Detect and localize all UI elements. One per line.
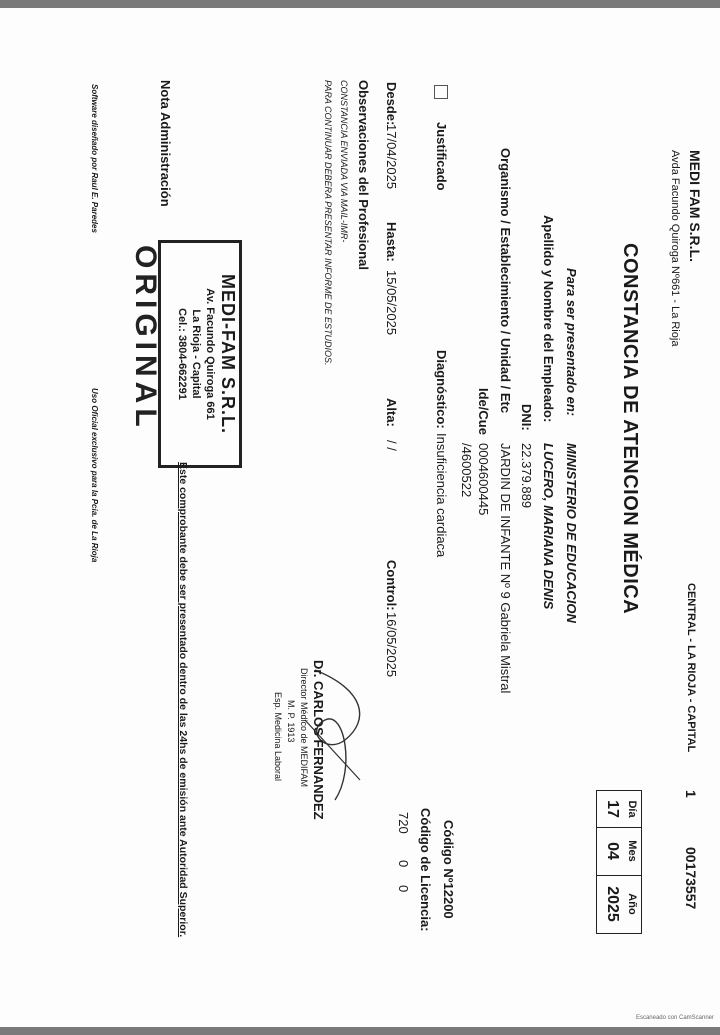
from-value: 17/04/2025 [384,124,399,190]
diagnosis-value: Insuficiencia cardiaca [434,433,449,558]
company-stamp [158,240,242,468]
admin-note-label: Nota Administración [158,80,173,207]
stamp-company: MEDI-FAM S.R.L. [218,274,238,434]
justified-label: Justificado [434,122,449,191]
employee-name-label: Apellido y Nombre del Empleado: [541,215,556,423]
observations-label: Observaciones del Profesional [356,80,371,271]
doctor-license: M. P. 1913 [286,700,296,743]
license-code-1: 720 [396,812,411,834]
central-number: 1 [683,790,699,798]
from-label: Desde: [384,82,399,126]
code-label: Código Nº12200 [441,820,456,919]
diagnosis-label: Diagnóstico: [434,350,449,429]
organization-label: Organismo / Establecimiento / Unidad / Etc [498,148,513,414]
date-year-label: Año [626,893,638,915]
presented-at-value: MINISTERIO DE EDUCACION [564,443,579,623]
observations-line-2: PARA CONTINUAR DEBERA PRESENTAR INFORME DE ESTUDIOS. [323,80,333,366]
presented-at-label: Para ser presentado en: [564,268,579,417]
document-number: 00173557 [683,847,699,910]
justified-checkbox[interactable] [434,85,448,99]
document-title: CONSTANCIA DE ATENCION MÉDICA [619,243,641,615]
ide-cue-label: Ide/Cue [476,388,491,435]
date-day-cell [597,791,641,828]
to-value: 15/05/2025 [384,270,399,336]
observations-line-1: CONSTANCIA ENVIADA VIA MAIL-IMR- [339,80,349,243]
employee-name-value: LUCERO, MARIANA DENIS [541,443,556,610]
original-stamp: ORIGINAL [129,245,162,432]
license-code-label: Código de Licencia: [418,808,433,932]
date-month-cell [597,827,641,876]
to-label: Hasta: [384,222,399,262]
stamp-address: Av. Facundo Quiroga 661 [204,288,216,420]
company-address: Avda Facundo Quiroga Nº661 - La Rioja [669,150,681,347]
date-year-cell [597,875,641,933]
dni-label: DNI: [519,404,534,431]
doctor-specialty: Esp. Medicina Laboral [273,692,283,782]
license-code-2: 0 [396,860,411,868]
scanner-watermark: Escaneado con CamScanner [635,1015,714,1021]
doctor-name: Dr. CARLOS FERNANDEZ [311,660,326,820]
dni-value: 22.379.889 [519,443,534,509]
date-box [596,790,642,934]
date-day: 17 [604,800,621,818]
company-name: MEDI FAM S.R.L. [687,150,703,262]
organization-value: JARDIN DE INFANTE Nº 9 Gabriela Mistral [498,443,513,694]
footer-official-use: Uso Oficial exclusivo para la Pcia. de La Rioja [90,388,99,563]
date-day-label: Día [626,800,638,818]
license-code-3: 0 [396,885,411,893]
discharge-value: / / [384,440,399,451]
control-value: 16/05/2025 [384,612,399,678]
stamp-city: La Rioja - Capital [190,309,202,399]
stamp-phone: Cel.: 3804-662291 [176,308,188,400]
discharge-label: Alta: [384,398,399,427]
doctor-title: Director Médico de MEDIFAM [299,668,309,788]
central-label: CENTRAL - LA RIOJA - CAPITAL [685,583,697,753]
control-label: Control: [384,560,399,611]
ide-cue-value-2: /4600522 [459,443,474,498]
ide-cue-value-1: 0004600445 [476,443,491,516]
date-month-label: Mes [626,840,638,862]
date-month: 04 [604,842,621,860]
date-year: 2025 [604,886,621,922]
footer-software-credit: Software diseñado por Raul E. Paredes [90,84,99,233]
presentation-notice: Este comprobante debe ser presentado dentro de las 24hs de emisión ante Autoridad Superior. [177,462,189,938]
